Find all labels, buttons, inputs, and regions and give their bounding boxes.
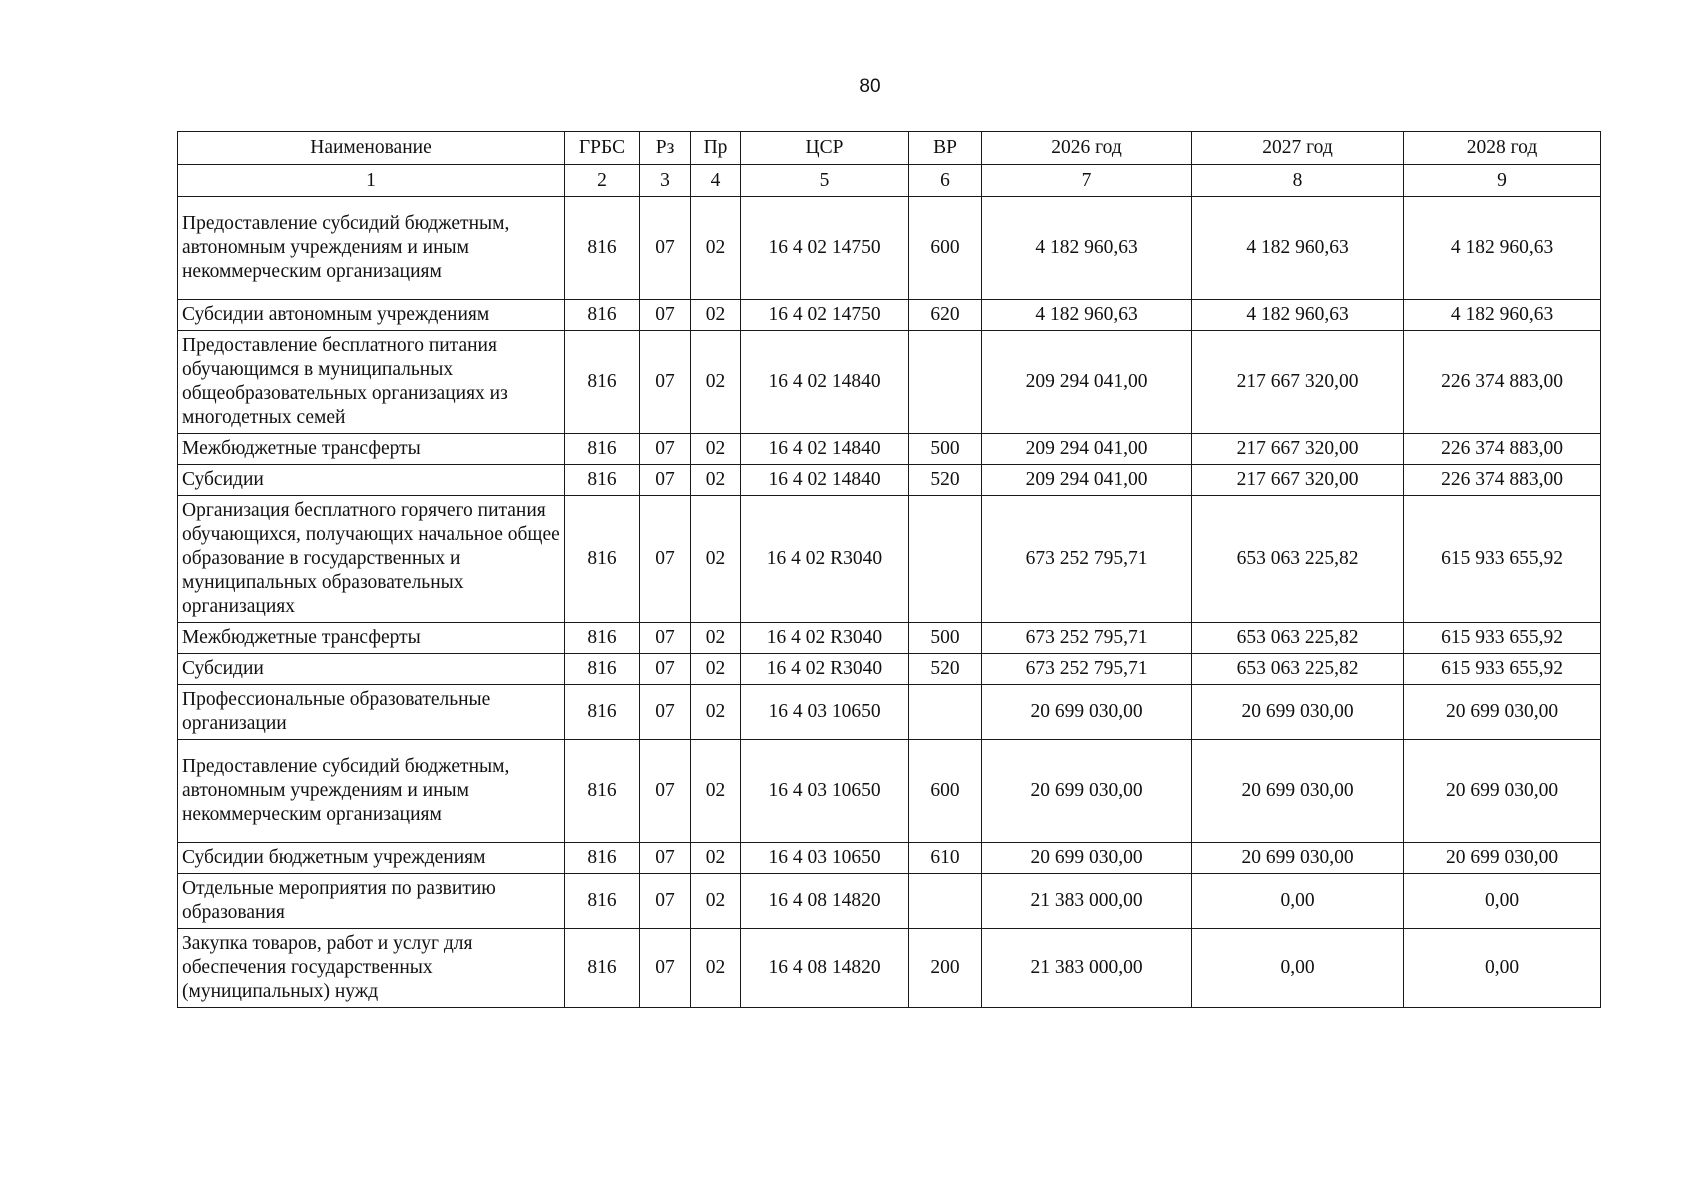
vr-cell	[909, 685, 982, 740]
header-name: Наименование	[178, 132, 565, 165]
amount-2028-cell: 4 182 960,63	[1404, 300, 1601, 331]
amount-2028-cell: 226 374 883,00	[1404, 434, 1601, 465]
index-cell: 5	[741, 165, 909, 197]
amount-2027-cell: 217 667 320,00	[1192, 465, 1404, 496]
vr-cell	[909, 331, 982, 434]
name-cell: Предоставление бесплатного питания обучающимся в муниципальных общеобразовательных организациях из многодетных семей	[178, 331, 565, 434]
header-2028: 2028 год	[1404, 132, 1601, 165]
amount-2027-cell: 217 667 320,00	[1192, 331, 1404, 434]
csr-cell: 16 4 02 R3040	[741, 496, 909, 623]
table-row	[178, 843, 1601, 874]
amount-2027-cell: 4 182 960,63	[1192, 197, 1404, 300]
table-row	[178, 331, 1601, 434]
table-row	[178, 434, 1601, 465]
pr-cell: 02	[691, 623, 741, 654]
header-rz: Рз	[640, 132, 691, 165]
amount-2028-cell: 4 182 960,63	[1404, 197, 1601, 300]
pr-cell: 02	[691, 843, 741, 874]
vr-cell: 610	[909, 843, 982, 874]
rz-cell: 07	[640, 300, 691, 331]
amount-2027-cell: 653 063 225,82	[1192, 496, 1404, 623]
vr-cell: 500	[909, 623, 982, 654]
name-cell: Субсидии	[178, 465, 565, 496]
amount-2026-cell: 20 699 030,00	[982, 740, 1192, 843]
csr-cell: 16 4 08 14820	[741, 929, 909, 1008]
amount-2026-cell: 209 294 041,00	[982, 331, 1192, 434]
rz-cell: 07	[640, 654, 691, 685]
name-cell: Предоставление субсидий бюджетным, автономным учреждениям и иным некоммерческим организациям	[178, 740, 565, 843]
pr-cell: 02	[691, 197, 741, 300]
index-cell: 9	[1404, 165, 1601, 197]
rz-cell: 07	[640, 929, 691, 1008]
pr-cell: 02	[691, 434, 741, 465]
vr-cell: 520	[909, 465, 982, 496]
pr-cell: 02	[691, 496, 741, 623]
amount-2027-cell: 653 063 225,82	[1192, 654, 1404, 685]
grbs-cell: 816	[565, 685, 640, 740]
rz-cell: 07	[640, 197, 691, 300]
grbs-cell: 816	[565, 300, 640, 331]
table-row	[178, 874, 1601, 929]
table-row	[178, 465, 1601, 496]
grbs-cell: 816	[565, 465, 640, 496]
csr-cell: 16 4 02 R3040	[741, 623, 909, 654]
rz-cell: 07	[640, 874, 691, 929]
table-row	[178, 929, 1601, 1008]
pr-cell: 02	[691, 331, 741, 434]
index-cell: 4	[691, 165, 741, 197]
table-row	[178, 300, 1601, 331]
grbs-cell: 816	[565, 874, 640, 929]
amount-2026-cell: 20 699 030,00	[982, 843, 1192, 874]
amount-2027-cell: 4 182 960,63	[1192, 300, 1404, 331]
amount-2028-cell: 615 933 655,92	[1404, 623, 1601, 654]
amount-2026-cell: 673 252 795,71	[982, 496, 1192, 623]
rz-cell: 07	[640, 331, 691, 434]
pr-cell: 02	[691, 465, 741, 496]
grbs-cell: 816	[565, 197, 640, 300]
amount-2027-cell: 217 667 320,00	[1192, 434, 1404, 465]
vr-cell: 520	[909, 654, 982, 685]
amount-2026-cell: 4 182 960,63	[982, 300, 1192, 331]
index-cell: 8	[1192, 165, 1404, 197]
amount-2026-cell: 21 383 000,00	[982, 929, 1192, 1008]
amount-2026-cell: 673 252 795,71	[982, 623, 1192, 654]
name-cell: Закупка товаров, работ и услуг для обеспечения государственных (муниципальных) нужд	[178, 929, 565, 1008]
header-csr: ЦСР	[741, 132, 909, 165]
table-row	[178, 496, 1601, 623]
grbs-cell: 816	[565, 740, 640, 843]
amount-2026-cell: 21 383 000,00	[982, 874, 1192, 929]
csr-cell: 16 4 02 14840	[741, 465, 909, 496]
name-cell: Субсидии автономным учреждениям	[178, 300, 565, 331]
grbs-cell: 816	[565, 654, 640, 685]
name-cell: Межбюджетные трансферты	[178, 434, 565, 465]
amount-2027-cell: 20 699 030,00	[1192, 843, 1404, 874]
csr-cell: 16 4 08 14820	[741, 874, 909, 929]
name-cell: Субсидии бюджетным учреждениям	[178, 843, 565, 874]
name-cell: Субсидии	[178, 654, 565, 685]
vr-cell: 600	[909, 740, 982, 843]
csr-cell: 16 4 02 14750	[741, 197, 909, 300]
name-cell: Предоставление субсидий бюджетным, автономным учреждениям и иным некоммерческим организациям	[178, 197, 565, 300]
index-cell: 2	[565, 165, 640, 197]
amount-2028-cell: 20 699 030,00	[1404, 740, 1601, 843]
csr-cell: 16 4 02 14840	[741, 331, 909, 434]
csr-cell: 16 4 02 14750	[741, 300, 909, 331]
pr-cell: 02	[691, 929, 741, 1008]
amount-2027-cell: 20 699 030,00	[1192, 685, 1404, 740]
amount-2026-cell: 673 252 795,71	[982, 654, 1192, 685]
amount-2027-cell: 0,00	[1192, 929, 1404, 1008]
csr-cell: 16 4 03 10650	[741, 685, 909, 740]
grbs-cell: 816	[565, 929, 640, 1008]
grbs-cell: 816	[565, 623, 640, 654]
name-cell: Профессиональные образовательные организации	[178, 685, 565, 740]
pr-cell: 02	[691, 300, 741, 331]
name-cell: Организация бесплатного горячего питания обучающихся, получающих начальное общее образование в государственных и муниципальных образовательных организациях	[178, 496, 565, 623]
amount-2027-cell: 20 699 030,00	[1192, 740, 1404, 843]
csr-cell: 16 4 02 R3040	[741, 654, 909, 685]
rz-cell: 07	[640, 623, 691, 654]
amount-2027-cell: 653 063 225,82	[1192, 623, 1404, 654]
budget-table	[177, 131, 1601, 1008]
rz-cell: 07	[640, 740, 691, 843]
table-row	[178, 197, 1601, 300]
rz-cell: 07	[640, 843, 691, 874]
grbs-cell: 816	[565, 434, 640, 465]
table-row	[178, 654, 1601, 685]
amount-2028-cell: 20 699 030,00	[1404, 843, 1601, 874]
rz-cell: 07	[640, 496, 691, 623]
amount-2028-cell: 615 933 655,92	[1404, 496, 1601, 623]
amount-2028-cell: 0,00	[1404, 929, 1601, 1008]
header-pr: Пр	[691, 132, 741, 165]
column-index-row	[178, 165, 1601, 197]
header-vr: ВР	[909, 132, 982, 165]
header-row	[178, 132, 1601, 165]
amount-2027-cell: 0,00	[1192, 874, 1404, 929]
vr-cell: 200	[909, 929, 982, 1008]
vr-cell: 500	[909, 434, 982, 465]
rz-cell: 07	[640, 465, 691, 496]
csr-cell: 16 4 02 14840	[741, 434, 909, 465]
amount-2026-cell: 209 294 041,00	[982, 465, 1192, 496]
index-cell: 6	[909, 165, 982, 197]
vr-cell: 620	[909, 300, 982, 331]
pr-cell: 02	[691, 874, 741, 929]
index-cell: 3	[640, 165, 691, 197]
amount-2026-cell: 4 182 960,63	[982, 197, 1192, 300]
index-cell: 1	[178, 165, 565, 197]
amount-2026-cell: 209 294 041,00	[982, 434, 1192, 465]
csr-cell: 16 4 03 10650	[741, 740, 909, 843]
name-cell: Отдельные мероприятия по развитию образования	[178, 874, 565, 929]
amount-2028-cell: 226 374 883,00	[1404, 465, 1601, 496]
grbs-cell: 816	[565, 331, 640, 434]
index-cell: 7	[982, 165, 1192, 197]
vr-cell	[909, 496, 982, 623]
header-grbs: ГРБС	[565, 132, 640, 165]
amount-2026-cell: 20 699 030,00	[982, 685, 1192, 740]
vr-cell: 600	[909, 197, 982, 300]
rz-cell: 07	[640, 434, 691, 465]
grbs-cell: 816	[565, 843, 640, 874]
pr-cell: 02	[691, 654, 741, 685]
pr-cell: 02	[691, 740, 741, 843]
amount-2028-cell: 226 374 883,00	[1404, 331, 1601, 434]
amount-2028-cell: 0,00	[1404, 874, 1601, 929]
vr-cell	[909, 874, 982, 929]
header-2027: 2027 год	[1192, 132, 1404, 165]
pr-cell: 02	[691, 685, 741, 740]
table-row	[178, 623, 1601, 654]
page-number: 80	[859, 76, 881, 97]
table-row	[178, 685, 1601, 740]
table-row	[178, 740, 1601, 843]
amount-2028-cell: 20 699 030,00	[1404, 685, 1601, 740]
rz-cell: 07	[640, 685, 691, 740]
amount-2028-cell: 615 933 655,92	[1404, 654, 1601, 685]
name-cell: Межбюджетные трансферты	[178, 623, 565, 654]
csr-cell: 16 4 03 10650	[741, 843, 909, 874]
grbs-cell: 816	[565, 496, 640, 623]
header-2026: 2026 год	[982, 132, 1192, 165]
